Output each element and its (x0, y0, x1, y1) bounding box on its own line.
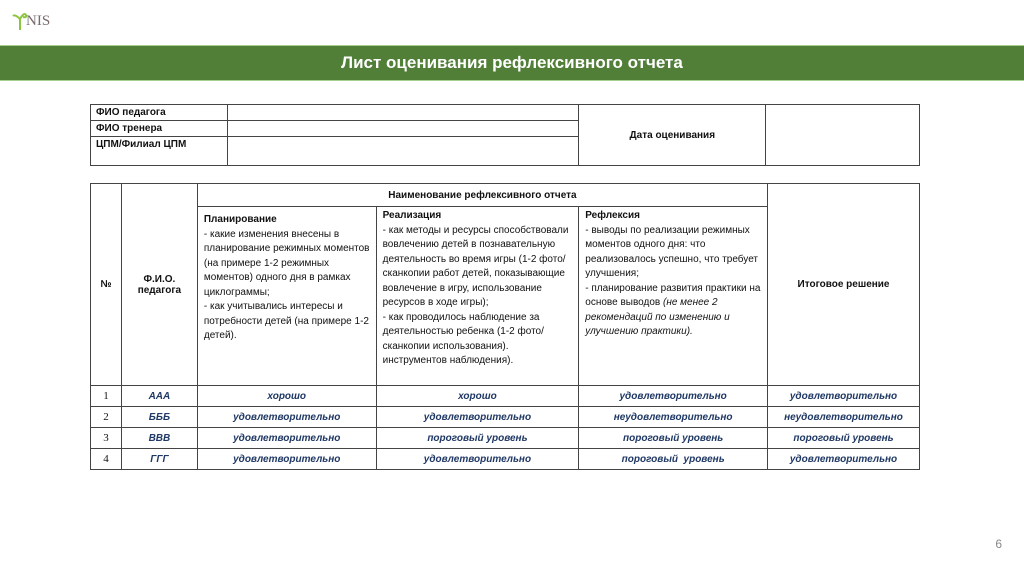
realization-grade: хорошо (376, 386, 579, 407)
center-label: ЦПМ/Филиал ЦПМ (91, 137, 228, 166)
reflection-text: - выводы по реализации режимных моментов одного дня: что реализовалось успешно, что требует улучшения; - планирование развития практики на основе выводов (585, 224, 761, 308)
realization-grade: пороговый уровень (376, 428, 579, 449)
col-num-header: № (91, 184, 122, 386)
reflection-grade: неудовлетворительно (579, 407, 768, 428)
reflection-text-italic: (не менее 2 рекомендаций по изменению и улучшению практики). (585, 297, 730, 337)
center-value[interactable] (227, 137, 579, 166)
date-label: Дата оценивания (579, 105, 766, 166)
row-number: 2 (91, 407, 122, 428)
page-title: Лист оценивания рефлексивного отчета (341, 53, 683, 72)
final-grade: удовлетворительно (768, 449, 920, 470)
group-header: Наименование рефлексивного отчета (197, 184, 767, 207)
col-final-header: Итоговое решение (768, 184, 920, 386)
realization-title: Реализация (382, 210, 442, 221)
planning-grade: удовлетворительно (197, 428, 376, 449)
assessment-table (90, 183, 920, 470)
info-table (90, 104, 920, 166)
planning-text: - какие изменения внесены в планирование режимных моментов (на примере 1-2 режимных моментов) одного дня в рамках циклограммы; - как учитывались интересы и потребности детей (на примере 1-2 детей). (203, 228, 370, 341)
table-row (91, 428, 920, 449)
col-name-header: Ф.И.О. педагога (121, 184, 197, 386)
table-row (91, 386, 920, 407)
table-row (91, 449, 920, 470)
realization-grade: удовлетворительно (376, 407, 579, 428)
planning-header (197, 207, 376, 386)
title-bar (0, 45, 1024, 81)
nis-logo (12, 10, 50, 30)
row-number: 4 (91, 449, 122, 470)
table-row (91, 407, 920, 428)
final-grade: неудовлетворительно (768, 407, 920, 428)
planning-grade: удовлетворительно (197, 407, 376, 428)
teacher-name: ААА (121, 386, 197, 407)
realization-grade: удовлетворительно (376, 449, 579, 470)
teacher-name: ГГГ (121, 449, 197, 470)
page-number: 6 (995, 537, 1002, 551)
trainer-label: ФИО тренера (91, 121, 228, 137)
row-number: 3 (91, 428, 122, 449)
reflection-grade: пороговый уровень (579, 449, 768, 470)
teacher-name: БББ (121, 407, 197, 428)
reflection-header (579, 207, 768, 386)
reflection-title: Рефлексия (585, 210, 640, 221)
row-number: 1 (91, 386, 122, 407)
final-grade: удовлетворительно (768, 386, 920, 407)
logo-text: NIS (26, 13, 51, 29)
teacher-label: ФИО педагога (91, 105, 228, 121)
teacher-name: ВВВ (121, 428, 197, 449)
realization-text: - как методы и ресурсы способствовали вовлечению детей в познавательную деятельность во время игры (1-2 фото/сканкопии работ детей, показывающие вовлечение в игру, использование ресурсов в ходе игры); - как проводилось наблюдение за деятельностью ребенка (1-2 фото/сканкопии использования). инструментов наблюдения). (382, 224, 569, 366)
realization-header (376, 207, 579, 386)
reflection-grade: удовлетворительно (579, 386, 768, 407)
planning-grade: хорошо (197, 386, 376, 407)
planning-grade: удовлетворительно (197, 449, 376, 470)
planning-title: Планирование (203, 214, 277, 225)
trainer-value[interactable] (227, 121, 579, 137)
teacher-value[interactable] (227, 105, 579, 121)
date-value[interactable] (766, 105, 920, 166)
reflection-grade: пороговый уровень (579, 428, 768, 449)
final-grade: пороговый уровень (768, 428, 920, 449)
